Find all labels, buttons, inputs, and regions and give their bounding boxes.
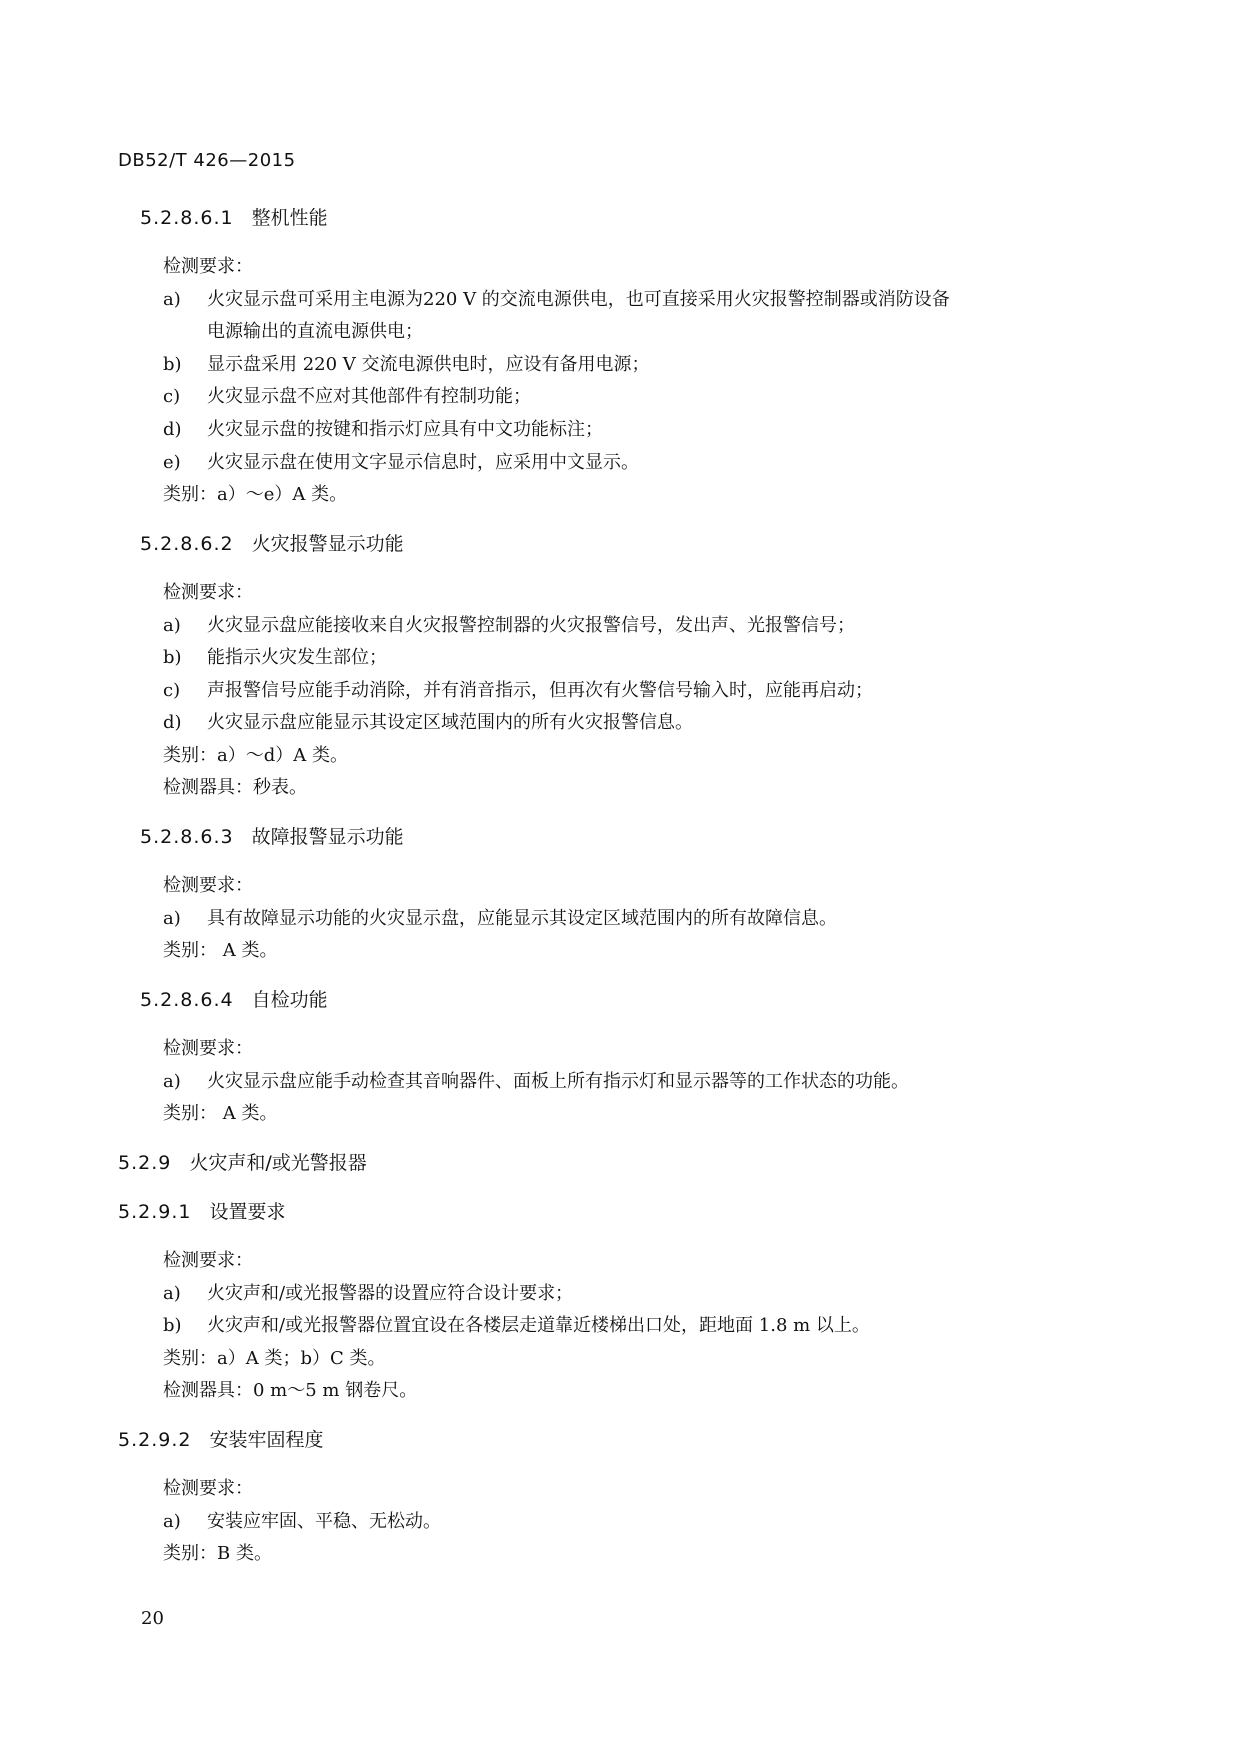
list-text: 能指示火灾发生部位； xyxy=(207,647,387,668)
list-marker: c) xyxy=(163,680,181,701)
list-text: 火灾显示盘应能手动检查其音响器件、面板上所有指示灯和显示器等的工作状态的功能。 xyxy=(207,1071,909,1092)
requirement-label: 检测要求： xyxy=(163,1038,253,1059)
list-item xyxy=(163,415,603,441)
category-line: 类别：B 类。 xyxy=(163,1543,272,1564)
category-line: 类别： A 类。 xyxy=(163,1103,278,1124)
list-marker: b) xyxy=(163,354,182,375)
tool-line: 检测器具：0 m～5 m 钢卷尺。 xyxy=(163,1380,418,1401)
document-id: DB52/T 426—2015 xyxy=(118,150,296,171)
section-number: 5.2.8.6.4 xyxy=(140,989,234,1011)
list-marker: a) xyxy=(163,1283,181,1304)
list-text: 火灾显示盘应能接收来自火灾报警控制器的火灾报警信号，发出声、光报警信号； xyxy=(207,615,855,636)
category-line: 类别：a）～d）A 类。 xyxy=(163,745,348,766)
requirement-label: 检测要求： xyxy=(163,582,253,603)
list-item xyxy=(163,904,837,930)
section-number: 5.2.8.6.3 xyxy=(140,826,234,848)
section-number: 5.2.9 xyxy=(118,1152,172,1174)
list-item xyxy=(163,1507,441,1533)
requirement-label: 检测要求： xyxy=(163,256,253,277)
requirement-label: 检测要求： xyxy=(163,1478,253,1499)
section-number: 5.2.8.6.1 xyxy=(140,207,234,229)
section-title: 故障报警显示功能 xyxy=(251,826,404,848)
category-line: 类别：a）～e）A 类。 xyxy=(163,484,348,505)
list-marker: d) xyxy=(163,712,182,733)
list-text: 火灾显示盘的按键和指示灯应具有中文功能标注； xyxy=(207,419,603,440)
list-text: 火灾声和/或光报警器位置宜设在各楼层走道靠近楼梯出口处，距地面 1.8 m 以上。 xyxy=(207,1315,870,1336)
category-line: 类别： A 类。 xyxy=(163,940,278,961)
section-heading-5-2-8-6-3 xyxy=(140,822,404,849)
list-marker: e) xyxy=(163,452,181,473)
list-item xyxy=(163,1067,909,1093)
list-item xyxy=(163,350,650,376)
section-heading-5-2-9-1 xyxy=(118,1197,286,1224)
list-text: 火灾显示盘在使用文字显示信息时，应采用中文显示。 xyxy=(207,452,639,473)
section-title: 设置要求 xyxy=(209,1201,286,1223)
list-marker: b) xyxy=(163,1315,182,1336)
section-number: 5.2.9.1 xyxy=(118,1201,192,1223)
list-text: 显示盘采用 220 V 交流电源供电时，应设有备用电源； xyxy=(207,354,650,375)
list-item xyxy=(163,448,639,474)
list-item xyxy=(163,676,873,702)
requirement-label: 检测要求： xyxy=(163,1250,253,1271)
section-title: 安装牢固程度 xyxy=(209,1429,324,1451)
section-number: 5.2.9.2 xyxy=(118,1429,192,1451)
list-marker: a) xyxy=(163,908,181,929)
list-item-continuation: 电源输出的直流电源供电； xyxy=(207,321,423,342)
list-item xyxy=(163,285,950,311)
section-heading-5-2-9-2 xyxy=(118,1425,324,1452)
list-marker: a) xyxy=(163,289,181,310)
list-marker: a) xyxy=(163,1071,181,1092)
section-title: 整机性能 xyxy=(251,207,328,229)
list-marker: b) xyxy=(163,647,182,668)
page-number: 20 xyxy=(141,1608,164,1629)
list-item xyxy=(163,708,693,734)
section-number: 5.2.8.6.2 xyxy=(140,533,234,555)
list-item xyxy=(163,382,531,408)
section-title: 自检功能 xyxy=(251,989,328,1011)
list-marker: a) xyxy=(163,1511,181,1532)
list-item xyxy=(163,611,855,637)
category-line: 类别：a）A 类；b）C 类。 xyxy=(163,1348,386,1369)
list-text: 声报警信号应能手动消除，并有消音指示，但再次有火警信号输入时，应能再启动； xyxy=(207,680,873,701)
list-text: 火灾显示盘可采用主电源为220 V 的交流电源供电，也可直接采用火灾报警控制器或消防设备 xyxy=(207,289,950,310)
section-heading-5-2-8-6-4 xyxy=(140,985,328,1012)
list-item xyxy=(163,643,387,669)
section-heading-5-2-8-6-2 xyxy=(140,529,404,556)
list-text: 安装应牢固、平稳、无松动。 xyxy=(207,1511,441,1532)
section-heading-5-2-9 xyxy=(118,1148,367,1175)
section-title: 火灾报警显示功能 xyxy=(251,533,404,555)
list-marker: c) xyxy=(163,386,181,407)
list-marker: d) xyxy=(163,419,182,440)
list-text: 具有故障显示功能的火灾显示盘，应能显示其设定区域范围内的所有故障信息。 xyxy=(207,908,837,929)
section-heading-5-2-8-6-1 xyxy=(140,203,328,230)
tool-line: 检测器具：秒表。 xyxy=(163,777,307,798)
requirement-label: 检测要求： xyxy=(163,875,253,896)
section-title: 火灾声和/或光警报器 xyxy=(189,1152,367,1174)
list-marker: a) xyxy=(163,615,181,636)
list-text: 火灾显示盘不应对其他部件有控制功能； xyxy=(207,386,531,407)
list-text: 火灾显示盘应能显示其设定区域范围内的所有火灾报警信息。 xyxy=(207,712,693,733)
list-text: 火灾声和/或光报警器的设置应符合设计要求； xyxy=(207,1283,574,1304)
list-item xyxy=(163,1279,573,1305)
list-item xyxy=(163,1311,870,1337)
